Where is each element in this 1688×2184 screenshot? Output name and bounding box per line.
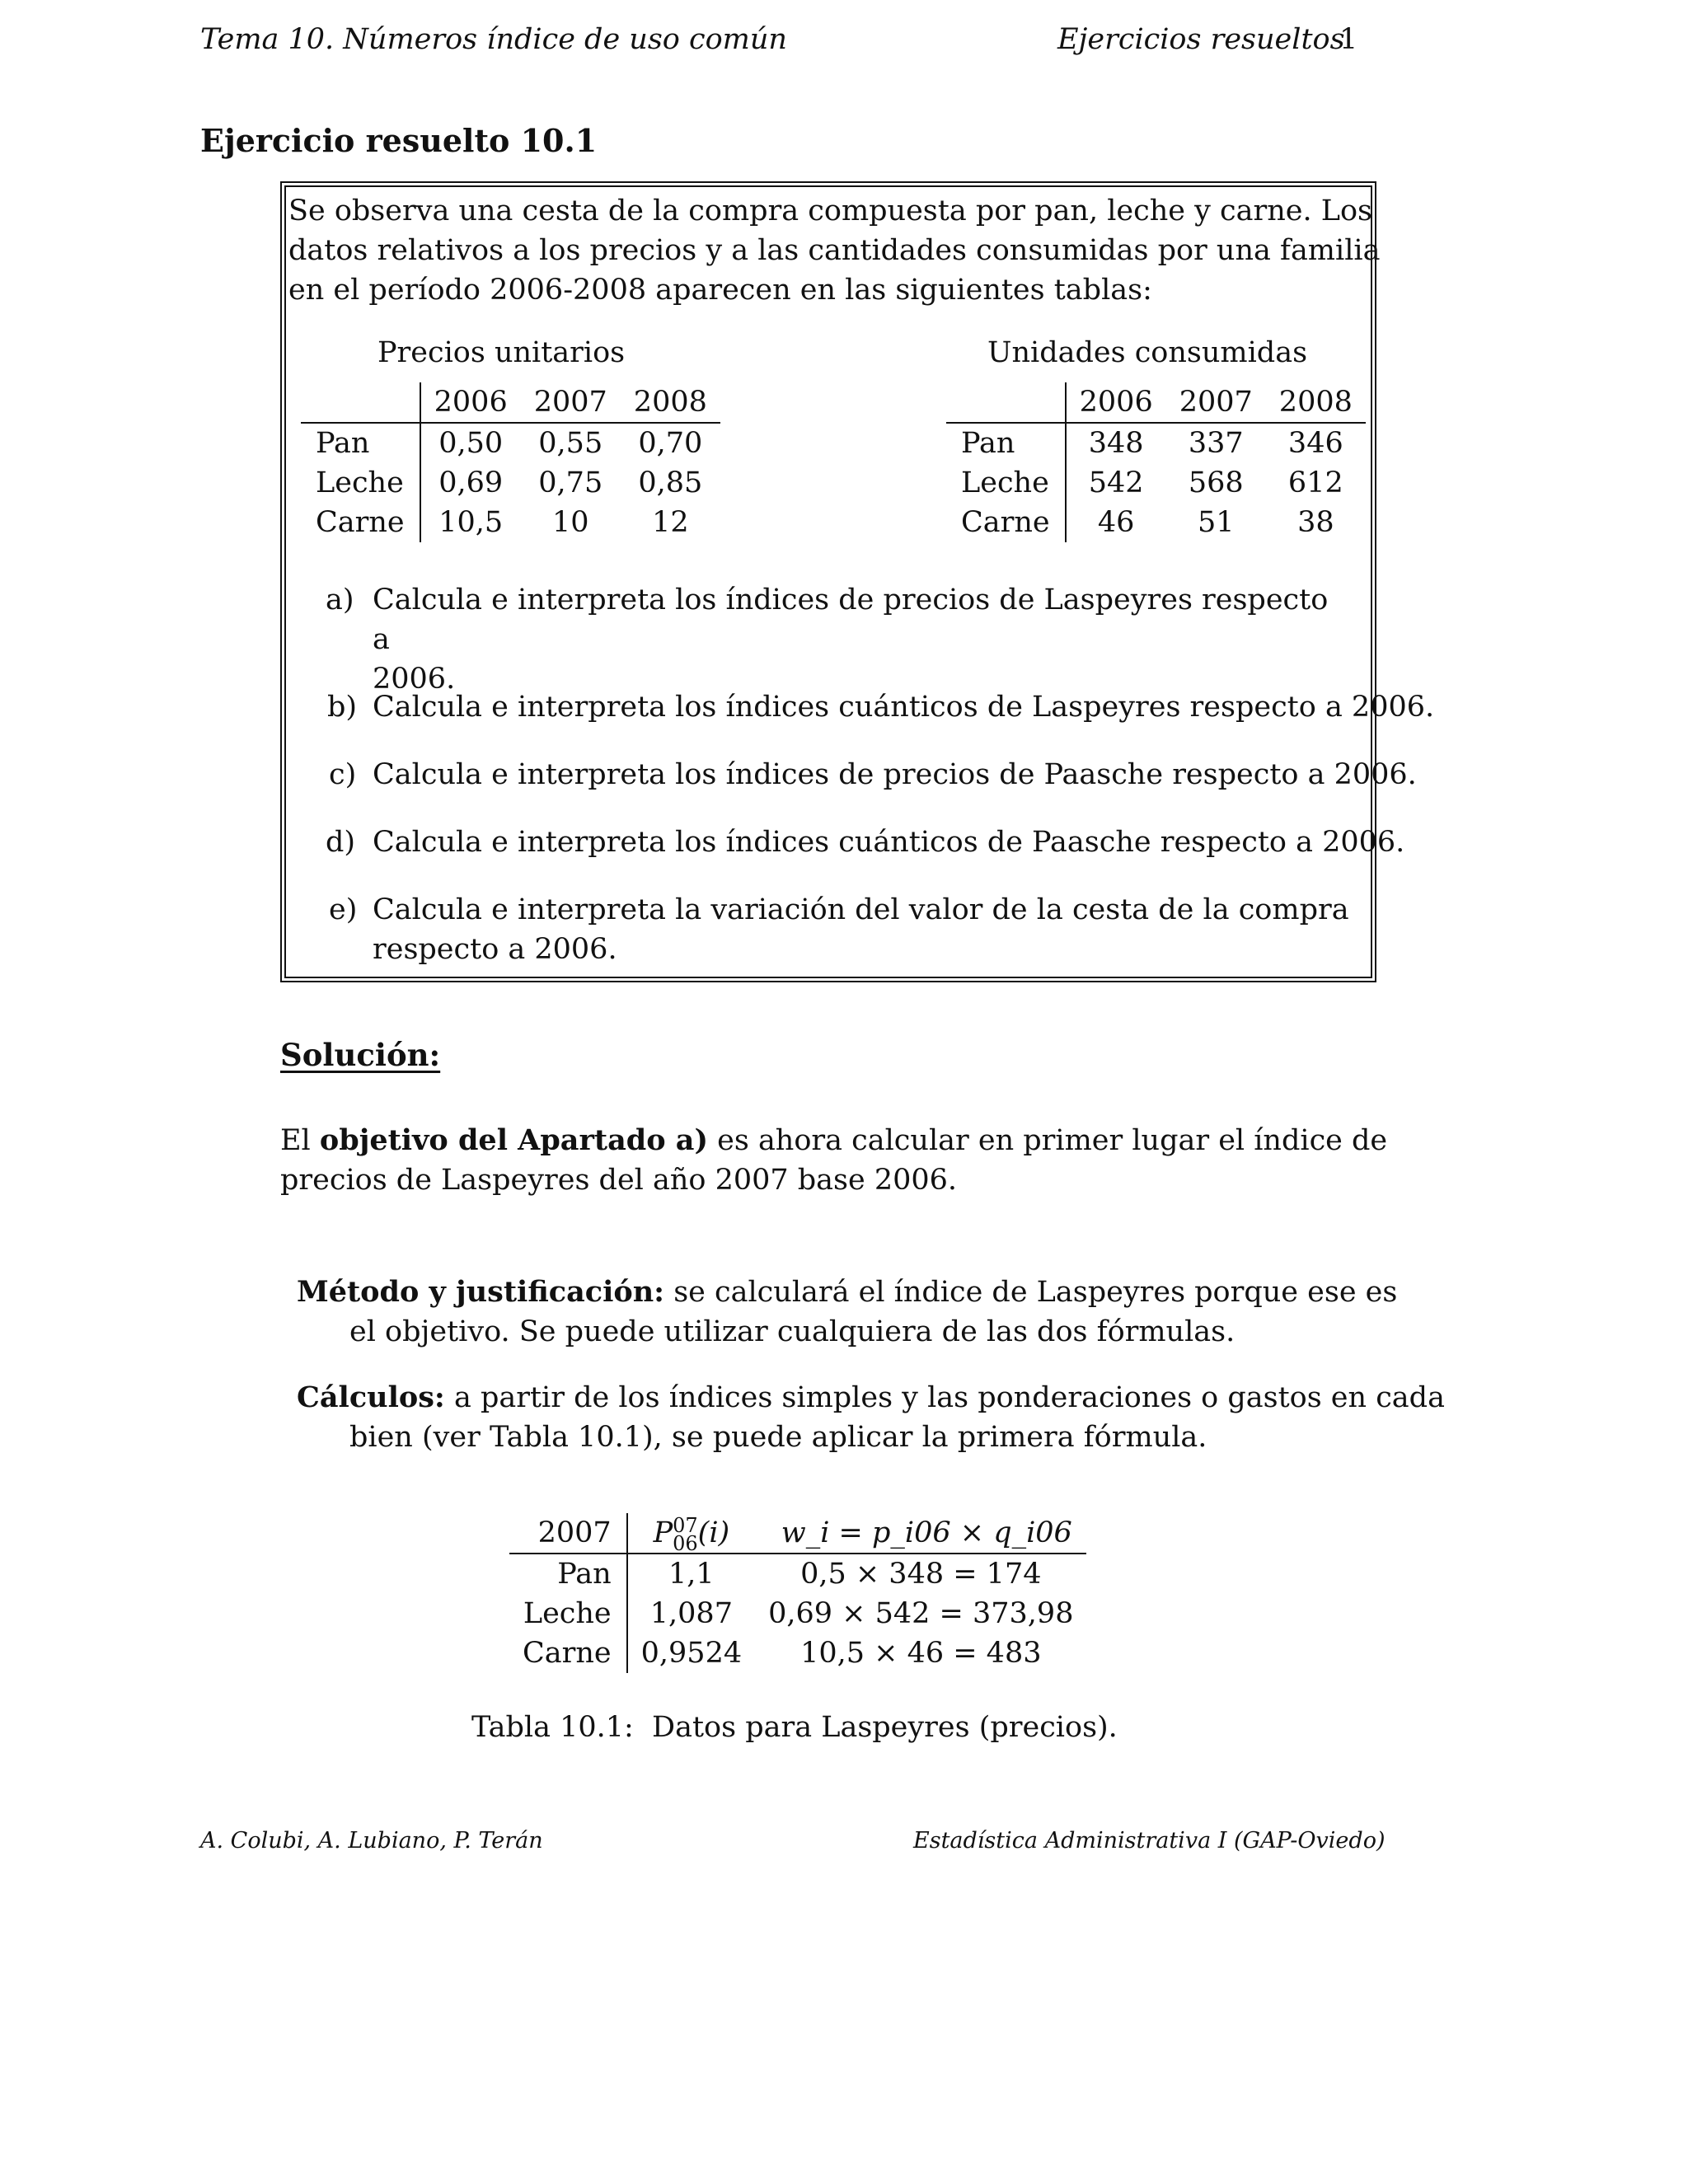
units-row-label: Pan (946, 423, 1066, 463)
objective-rest: es ahora calcular en primer lugar el índice de (708, 1124, 1388, 1157)
item-e-line-1: Calcula e interpreta la variación del valor de la cesta de la compra (373, 893, 1349, 926)
objective-prefix: El (280, 1124, 320, 1157)
solution-heading: Solución: (280, 1037, 441, 1073)
laspeyres-col-year: 2007 (509, 1513, 627, 1554)
laspeyres-row-label: Pan (509, 1554, 627, 1594)
running-header-right: Ejercicios resueltos (1057, 23, 1345, 56)
units-table-caption: Unidades consumidas (987, 336, 1308, 369)
laspeyres-row (509, 1633, 1086, 1673)
prices-cell: 12 (652, 506, 689, 539)
laspeyres-table (509, 1513, 1086, 1673)
units-cell: 568 (1188, 466, 1244, 499)
units-row-label: Leche (946, 463, 1066, 503)
calc-bold: Cálculos: (297, 1380, 445, 1414)
units-cell: 346 (1287, 427, 1343, 460)
footer-course: Estadística Administrativa I (GAP-Oviedo) (913, 1828, 1386, 1854)
prices-cell: 10,5 (438, 506, 504, 539)
prices-cell: 0,69 (438, 466, 504, 499)
prices-row-label: Carne (301, 503, 420, 542)
units-cell: 38 (1297, 506, 1334, 539)
index-subscript: 06 (673, 1531, 698, 1555)
exercise-title: Ejercicio resuelto 10.1 (200, 122, 598, 159)
units-cell: 51 (1197, 506, 1235, 539)
prices-row (301, 503, 720, 542)
laspeyres-index-cell: 0,9524 (640, 1637, 743, 1670)
units-cell: 612 (1287, 466, 1343, 499)
prices-cell: 0,70 (638, 427, 703, 460)
units-cell: 348 (1088, 427, 1144, 460)
statement-intro-line-2: datos relativos a los precios y a las cantidades consumidas por una familia (288, 234, 1381, 267)
item-a-line-1: Calcula e interpreta los índices de precios de Laspeyres respecto a (373, 583, 1329, 656)
laspeyres-index-cell: 1,087 (649, 1597, 733, 1630)
item-b-text: Calcula e interpreta los índices cuánticos de Laspeyres respecto a 2006. (373, 691, 1435, 724)
laspeyres-row (509, 1594, 1086, 1633)
prices-col-header: 2007 (521, 382, 621, 423)
prices-row (301, 463, 720, 503)
index-argument: (i) (697, 1516, 730, 1549)
objective-line-2: precios de Laspeyres del año 2007 base 2006. (280, 1164, 958, 1197)
item-c-label: c) (329, 758, 357, 791)
item-d-label: d) (326, 826, 356, 859)
item-e-text (373, 890, 1349, 969)
index-symbol: P (653, 1516, 673, 1549)
calc-rest: a partir de los índices simples y las ponderaciones o gastos en cada (444, 1381, 1445, 1414)
page-number: 1 (1339, 23, 1358, 56)
prices-cell: 0,50 (438, 427, 504, 460)
prices-row (301, 423, 720, 463)
prices-row-label: Leche (301, 463, 420, 503)
laspeyres-weight-cell: 0,69 × 542 = 373,98 (768, 1597, 1074, 1630)
item-a-line-2: 2006. (373, 663, 456, 696)
prices-row-label: Pan (301, 423, 420, 463)
laspeyres-col-index (627, 1513, 755, 1554)
prices-cell: 0,75 (538, 466, 603, 499)
prices-table (301, 382, 720, 542)
units-col-header: 2006 (1066, 382, 1166, 423)
laspeyres-weight-cell: 10,5 × 46 = 483 (800, 1637, 1042, 1670)
laspeyres-col-weight: w_i = p_i06 × q_i06 (755, 1513, 1086, 1554)
statement-intro-line-3: en el período 2006-2008 aparecen en las siguientes tablas: (288, 274, 1152, 307)
item-a-label: a) (326, 583, 354, 616)
units-col-header: 2007 (1166, 382, 1266, 423)
units-cell: 46 (1097, 506, 1135, 539)
laspeyres-row-label: Carne (509, 1633, 627, 1673)
method-line-2: el objetivo. Se puede utilizar cualquiera de las dos fórmulas. (349, 1315, 1236, 1348)
item-a-text (373, 580, 1353, 699)
laspeyres-row-label: Leche (509, 1594, 627, 1633)
item-d-text: Calcula e interpreta los índices cuánticos de Paasche respecto a 2006. (373, 826, 1405, 859)
method-paragraph (297, 1272, 1397, 1352)
calc-paragraph (297, 1378, 1445, 1457)
prices-cell: 10 (551, 506, 589, 539)
table-caption: Tabla 10.1: Datos para Laspeyres (precios). (471, 1711, 1118, 1744)
units-row-label: Carne (946, 503, 1066, 542)
units-table (946, 382, 1366, 542)
laspeyres-weight-cell: 0,5 × 348 = 174 (800, 1558, 1042, 1591)
objective-paragraph (280, 1121, 1387, 1200)
objective-bold: objetivo del Apartado a) (319, 1123, 709, 1157)
units-col-header: 2008 (1266, 382, 1366, 423)
statement-intro-line-1: Se observa una cesta de la compra compuesta por pan, leche y carne. Los (288, 194, 1372, 227)
units-row (946, 423, 1366, 463)
running-header-left: Tema 10. Números índice de uso común (200, 23, 787, 56)
item-e-line-2: respecto a 2006. (373, 933, 617, 966)
prices-cell: 0,85 (638, 466, 703, 499)
laspeyres-row (509, 1554, 1086, 1594)
index-superscript: 07 (673, 1513, 698, 1537)
prices-col-header: 2008 (621, 382, 720, 423)
prices-col-header: 2006 (420, 382, 521, 423)
units-cell: 337 (1188, 427, 1244, 460)
units-cell: 542 (1088, 466, 1144, 499)
method-bold: Método y justificación: (297, 1275, 665, 1309)
laspeyres-index-cell: 1,1 (668, 1558, 715, 1591)
item-b-label: b) (327, 691, 358, 724)
prices-table-caption: Precios unitarios (377, 336, 626, 369)
method-rest: se calculará el índice de Laspeyres porque ese es (664, 1276, 1398, 1309)
item-c-text: Calcula e interpreta los índices de precios de Paasche respecto a 2006. (373, 758, 1417, 791)
item-e-label: e) (329, 893, 358, 926)
units-row (946, 503, 1366, 542)
calc-line-2: bien (ver Tabla 10.1), se puede aplicar la primera fórmula. (349, 1421, 1207, 1454)
footer-authors: A. Colubi, A. Lubiano, P. Terán (200, 1828, 543, 1854)
prices-cell: 0,55 (538, 427, 603, 460)
units-row (946, 463, 1366, 503)
